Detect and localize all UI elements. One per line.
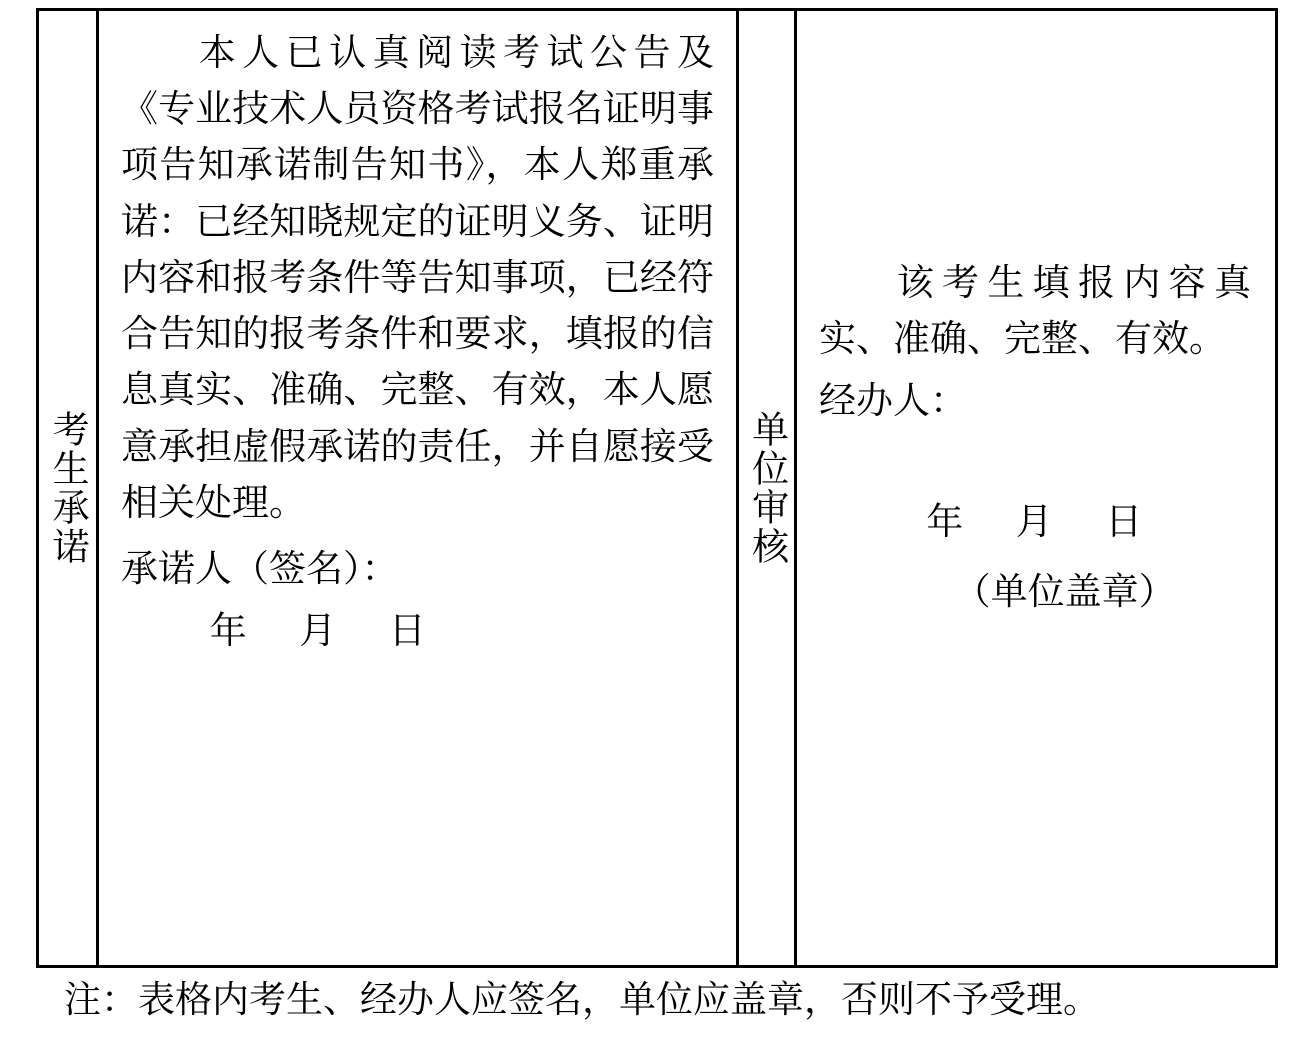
candidate-commitment-cell — [99, 11, 739, 965]
unit-audit-cell — [797, 11, 1275, 965]
form-note: 注：表格内考生、经办人应签名，单位应盖章，否则不予受理。 — [64, 978, 1100, 1021]
candidate-date-line: 年 月 日 — [209, 609, 447, 653]
commitment-form-table — [36, 8, 1278, 968]
unit-section-label: 单位审核 — [745, 410, 789, 566]
candidate-section-label-cell — [39, 11, 99, 965]
candidate-section-label: 考生承诺 — [46, 410, 90, 566]
unit-audit-text: 该考生填报内容真实、准确、完整、有效。 — [819, 261, 1251, 361]
unit-handler-label: 经办人： — [819, 379, 967, 423]
candidate-commitment-text: 本人已认真阅读考试公告及《专业技术人员资格考试报名证明事项告知承诺制告知书》，本人郑重承诺：已经知晓规定的证明义务、证明内容和报考条件等告知事项，已经符合告知的报考条件和要求，填报的信息真实、准确、完整、有效，本人愿意承担虚假承诺的责任，并自愿接受相关处理。 — [121, 31, 714, 524]
audit-top-spacer — [819, 27, 1251, 255]
candidate-signature-label: 承诺人（签名）： — [121, 547, 399, 591]
unit-seal-label: （单位盖章） — [953, 569, 1176, 613]
unit-date-line: 年 月 日 — [926, 499, 1163, 543]
unit-section-label-cell — [739, 11, 797, 965]
